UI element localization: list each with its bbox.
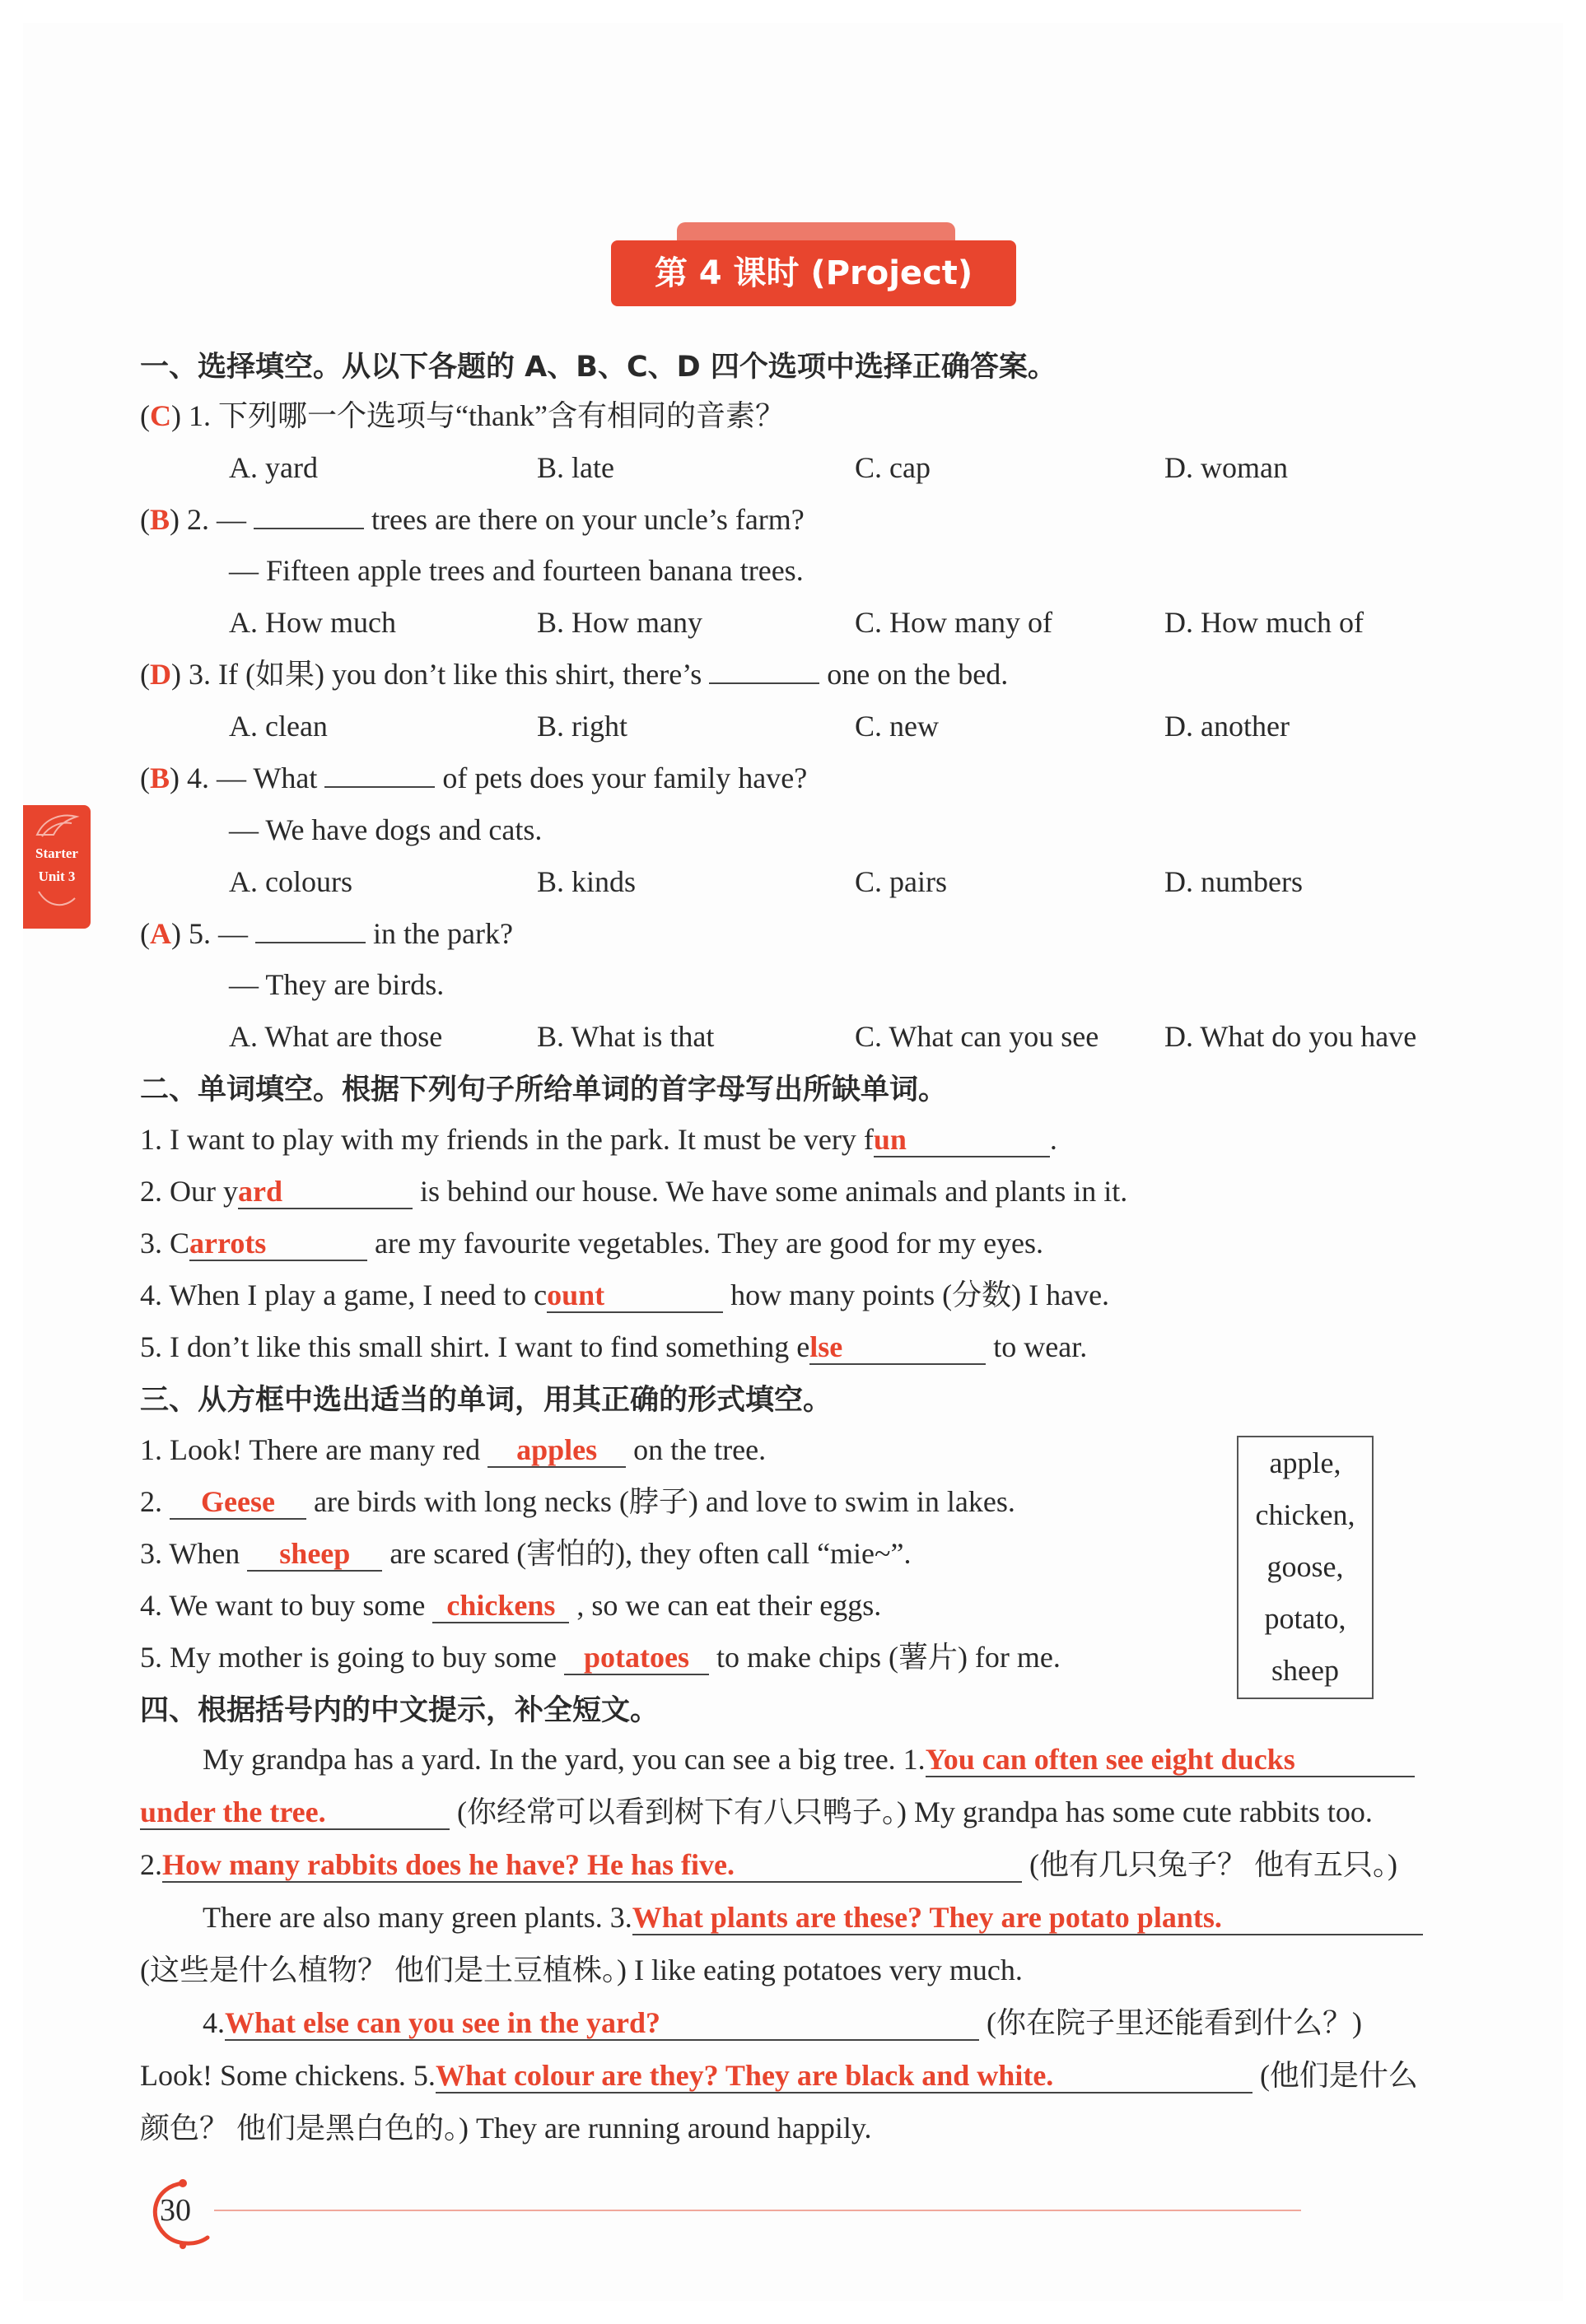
wf4-post: how many points (分数) I have.	[730, 1278, 1110, 1311]
q4-stem-a: 4. — What	[187, 761, 318, 794]
question-3: (D) 3. If (如果) you don’t like this shirt, there’s one on the bed.	[140, 658, 1009, 691]
word-fill-4	[140, 1276, 1109, 1314]
wf2-answer[interactable]: ard	[238, 1175, 413, 1209]
wf1-answer[interactable]: un	[874, 1123, 1050, 1157]
q4-option-d: D. numbers	[1164, 865, 1303, 898]
q3-stem-a: 3. If (如果) you don’t like this shirt, there’s	[189, 658, 702, 691]
word-fill-2	[140, 1172, 1127, 1210]
box-fill-4	[140, 1586, 881, 1624]
q4-option-b: B. kinds	[537, 865, 637, 898]
bf1-post: on the tree.	[633, 1433, 767, 1466]
word-box-item: apple,	[1269, 1446, 1341, 1479]
wing-icon	[34, 810, 80, 843]
question-2: (B) 2. — trees are there on your uncle’s farm?	[140, 503, 805, 536]
passage-line-5: (这些是什么植物？ 他们是土豆植株。) I like eating potatoes very much.	[140, 1954, 1023, 1986]
question-1-stem: 1. 下列哪一个选项与“thank”含有相同的音素？	[189, 399, 785, 432]
q5-blank[interactable]	[255, 942, 366, 943]
q5-reply: — They are birds.	[229, 968, 445, 1001]
q1-option-a: A. yard	[229, 451, 318, 484]
bf3-post: are scared (害怕的), they often call “mie~”.	[390, 1537, 912, 1570]
bf5-answer[interactable]: potatoes	[564, 1641, 709, 1675]
side-unit-tab	[23, 805, 91, 929]
bf4-post: , so we can eat their eggs.	[576, 1589, 882, 1622]
wf5-pre: 5. I don’t like this small shirt. I want to find something e	[140, 1330, 810, 1363]
word-box-item: chicken,	[1255, 1498, 1355, 1531]
q2-option-a: A. How much	[229, 606, 396, 639]
q3-option-d: D. another	[1164, 710, 1290, 743]
passage-text-2: (他有几只兔子？ 他有五只。)	[1029, 1848, 1397, 1881]
bf1-answer[interactable]: apples	[487, 1433, 626, 1468]
answer-5: A	[150, 917, 171, 950]
q3-stem-b: one on the bed.	[827, 658, 1009, 691]
wf4-answer[interactable]: ount	[547, 1278, 723, 1313]
word-fill-5	[140, 1328, 1087, 1366]
section3-heading: 三、从方框中选出适当的单词，用其正确的形式填空。	[140, 1384, 833, 1417]
passage-number-2: 2.	[140, 1848, 162, 1881]
q1-option-b: B. late	[537, 451, 614, 484]
passage-text-1a: My grandpa has a yard. In the yard, you can see a big tree. 1.	[203, 1743, 926, 1776]
q5-option-d: D. What do you have	[1164, 1020, 1417, 1053]
passage-text-1b: (你经常可以看到树下有八只鸭子。) My grandpa has some cute rabbits too.	[457, 1795, 1373, 1828]
wing-icon-bottom	[34, 887, 80, 911]
bf2-answer[interactable]: Geese	[170, 1485, 306, 1520]
bf4-pre: 4. We want to buy some	[140, 1589, 426, 1622]
passage-line-6	[203, 2004, 1362, 2042]
question-4: (B) 4. — What of pets does your family have?	[140, 761, 808, 794]
question-1: (C) 1. 下列哪一个选项与“thank”含有相同的音素？	[140, 399, 785, 432]
q2-stem-a: 2. —	[187, 503, 247, 536]
word-box-item: sheep	[1271, 1654, 1339, 1687]
passage-line-4	[203, 1898, 1423, 1936]
bf4-answer[interactable]: chickens	[432, 1589, 569, 1623]
q2-blank[interactable]	[254, 528, 364, 529]
passage-number-4: 4.	[203, 2006, 225, 2039]
section1-heading: 一、选择填空。从以下各题的 A、B、C、D 四个选项中选择正确答案。	[140, 351, 1057, 384]
wf3-pre: 3. C	[140, 1227, 190, 1260]
q4-stem-b: of pets does your family have?	[442, 761, 808, 794]
bf5-post: to make chips (薯片) for me.	[716, 1641, 1061, 1674]
word-fill-3	[140, 1224, 1043, 1262]
lesson-title: 第 4 课时 (Project)	[611, 240, 1016, 306]
q4-option-a: A. colours	[229, 865, 352, 898]
q2-reply: — Fifteen apple trees and fourteen banana trees.	[229, 554, 804, 587]
q3-blank[interactable]	[709, 682, 819, 684]
passage-text-5b: (他们是什么	[1259, 2059, 1418, 2092]
wf1-post: .	[1049, 1123, 1057, 1156]
passage-line-3	[140, 1846, 1397, 1884]
word-fill-1	[140, 1120, 1057, 1158]
passage-answer-3[interactable]: What plants are these? They are potato plants.	[632, 1901, 1423, 1935]
bf2-post: are birds with long necks (脖子) and love to swim in lakes.	[314, 1485, 1015, 1518]
q1-option-d: D. woman	[1164, 451, 1288, 484]
wf3-post: are my favourite vegetables. They are good for my eyes.	[375, 1227, 1044, 1260]
word-box-item: goose,	[1266, 1550, 1344, 1583]
wf5-post: to wear.	[993, 1330, 1088, 1363]
word-box	[1237, 1436, 1374, 1699]
bf1-pre: 1. Look! There are many red	[140, 1433, 481, 1466]
q4-option-c: C. pairs	[855, 865, 947, 898]
section4-heading: 四、根据括号内的中文提示，补全短文。	[140, 1694, 660, 1727]
wf1-pre: 1. I want to play with my friends in the park. It must be very f	[140, 1123, 874, 1156]
q5-option-b: B. What is that	[537, 1020, 715, 1053]
answer-1: C	[150, 399, 171, 432]
answer-2: B	[150, 503, 170, 536]
box-fill-5	[140, 1638, 1061, 1676]
bf3-pre: 3. When	[140, 1537, 240, 1570]
q2-option-b: B. How many	[537, 606, 702, 639]
bf5-pre: 5. My mother is going to buy some	[140, 1641, 557, 1674]
wf2-post: is behind our house. We have some animals and plants in it.	[420, 1175, 1128, 1208]
passage-answer-4[interactable]: What else can you see in the yard?	[225, 2006, 979, 2041]
wf3-answer[interactable]: arrots	[189, 1227, 367, 1261]
box-fill-1	[140, 1431, 766, 1469]
passage-line-7	[140, 2056, 1418, 2094]
passage-line-2	[140, 1793, 1373, 1831]
q5-option-a: A. What are those	[229, 1020, 443, 1053]
answer-3: D	[150, 658, 171, 691]
passage-text-4: (你在院子里还能看到什么？)	[987, 2006, 1362, 2039]
page-number: 30	[160, 2193, 191, 2228]
bf3-answer[interactable]: sheep	[247, 1537, 382, 1572]
section2-heading: 二、单词填空。根据下列句子所给单词的首字母写出所缺单词。	[140, 1074, 948, 1106]
q2-option-d: D. How much of	[1164, 606, 1364, 639]
q3-option-b: B. right	[537, 710, 628, 743]
side-tab-line1: Starter	[35, 845, 78, 861]
q4-reply: — We have dogs and cats.	[229, 813, 543, 846]
box-fill-2	[140, 1483, 1015, 1521]
passage-line-1	[203, 1740, 1415, 1778]
q5-option-c: C. What can you see	[855, 1020, 1099, 1053]
passage-text-3a: There are also many green plants. 3.	[203, 1901, 632, 1934]
wf4-pre: 4. When I play a game, I need to c	[140, 1278, 548, 1311]
q3-option-a: A. clean	[229, 710, 328, 743]
passage-line-8: 颜色？ 他们是黑白色的。) They are running around happily.	[140, 2112, 872, 2145]
box-fill-3	[140, 1535, 912, 1572]
side-tab-line2: Unit 3	[38, 869, 76, 884]
passage-text-5a: Look! Some chickens. 5.	[140, 2059, 436, 2092]
bf2-pre: 2.	[140, 1485, 162, 1518]
passage-answer-2[interactable]: How many rabbits does he have? He has five.	[162, 1848, 1022, 1883]
q5-stem-a: 5. —	[189, 917, 248, 950]
q4-blank[interactable]	[324, 786, 435, 788]
passage-answer-1b[interactable]: under the tree.	[140, 1795, 450, 1830]
wf2-pre: 2. Our y	[140, 1175, 238, 1208]
page-number-ornament	[132, 2165, 1318, 2256]
q5-stem-b: in the park?	[373, 917, 513, 950]
q2-stem-b: trees are there on your uncle’s farm?	[371, 503, 805, 536]
wf5-answer[interactable]: lse	[809, 1330, 986, 1365]
answer-4: B	[150, 761, 170, 794]
question-5: (A) 5. — in the park?	[140, 917, 513, 950]
word-box-item: potato,	[1264, 1602, 1346, 1635]
q1-option-c: C. cap	[855, 451, 931, 484]
q2-option-c: C. How many of	[855, 606, 1052, 639]
passage-answer-1a[interactable]: You can often see eight ducks	[926, 1743, 1415, 1777]
q3-option-c: C. new	[855, 710, 939, 743]
passage-answer-5[interactable]: What colour are they? They are black and white.	[436, 2059, 1252, 2093]
